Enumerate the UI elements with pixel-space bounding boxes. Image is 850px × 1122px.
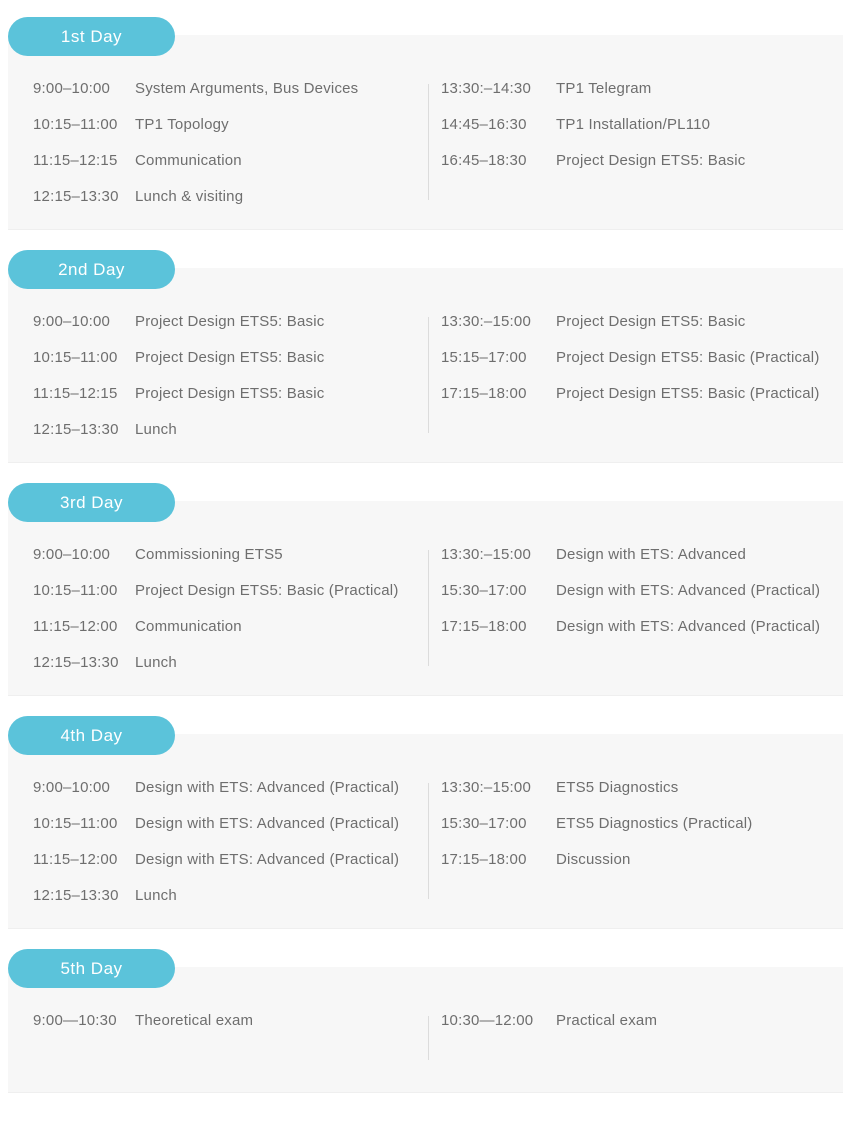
session-time: 13:30:–15:00 bbox=[441, 545, 531, 563]
day-badge-label: 2nd Day bbox=[58, 259, 125, 279]
afternoon-column bbox=[428, 769, 843, 913]
afternoon-column bbox=[428, 70, 843, 214]
afternoon-column bbox=[428, 303, 843, 447]
day-badge bbox=[8, 949, 175, 988]
session-time: 12:15–13:30 bbox=[33, 886, 119, 904]
session-time: 16:45–18:30 bbox=[441, 151, 527, 169]
day-badge-label: 1st Day bbox=[60, 26, 123, 46]
session-activity: Lunch bbox=[135, 420, 177, 438]
session-row bbox=[441, 572, 843, 608]
session-time: 15:30–17:00 bbox=[441, 814, 527, 832]
session-activity: Project Design ETS5: Basic (Practical) bbox=[556, 384, 820, 402]
session-time: 11:15–12:00 bbox=[33, 850, 118, 868]
session-time: 17:15–18:00 bbox=[441, 617, 527, 635]
session-time: 10:15–11:00 bbox=[33, 115, 118, 133]
session-activity: Practical exam bbox=[556, 1011, 658, 1029]
session-row bbox=[441, 106, 843, 142]
day-badge-label: 3rd Day bbox=[59, 492, 124, 512]
day-schedule-panel bbox=[8, 501, 843, 696]
session-activity: TP1 Installation/PL110 bbox=[556, 115, 711, 133]
session-time: 13:30:–14:30 bbox=[441, 79, 531, 97]
session-row bbox=[441, 339, 843, 375]
session-row bbox=[33, 142, 428, 178]
session-activity: Lunch bbox=[135, 886, 177, 904]
session-activity: Project Design ETS5: Basic bbox=[556, 312, 746, 330]
session-row bbox=[441, 841, 843, 877]
session-time: 9:00–10:00 bbox=[33, 778, 111, 796]
day-badge bbox=[8, 250, 175, 289]
day-badge-label: 5th Day bbox=[60, 958, 123, 978]
session-activity: Communication bbox=[135, 151, 242, 169]
session-activity: Theoretical exam bbox=[135, 1011, 254, 1029]
day-section bbox=[0, 949, 850, 1093]
session-row bbox=[33, 106, 428, 142]
session-activity: Project Design ETS5: Basic bbox=[135, 384, 325, 402]
session-row bbox=[33, 608, 428, 644]
morning-column bbox=[8, 303, 428, 447]
morning-column bbox=[8, 1002, 428, 1074]
session-row bbox=[441, 608, 843, 644]
session-time: 17:15–18:00 bbox=[441, 850, 527, 868]
session-row bbox=[33, 877, 428, 913]
day-schedule-panel bbox=[8, 734, 843, 929]
session-activity: Design with ETS: Advanced (Practical) bbox=[556, 617, 821, 635]
day-section bbox=[0, 483, 850, 696]
session-time: 14:45–16:30 bbox=[441, 115, 527, 133]
session-activity: System Arguments, Bus Devices bbox=[135, 79, 359, 97]
session-time: 13:30:–15:00 bbox=[441, 312, 531, 330]
session-activity: Design with ETS: Advanced (Practical) bbox=[135, 778, 400, 796]
day-section bbox=[0, 250, 850, 463]
session-row bbox=[441, 805, 843, 841]
session-time: 10:15–11:00 bbox=[33, 814, 118, 832]
training-schedule bbox=[0, 17, 850, 1093]
session-time: 10:15–11:00 bbox=[33, 348, 118, 366]
session-time: 13:30:–15:00 bbox=[441, 778, 531, 796]
session-row bbox=[441, 769, 843, 805]
morning-column bbox=[8, 70, 428, 214]
session-row bbox=[441, 375, 843, 411]
session-time: 17:15–18:00 bbox=[441, 384, 527, 402]
session-activity: Commissioning ETS5 bbox=[135, 545, 283, 563]
session-time: 9:00–10:00 bbox=[33, 545, 111, 563]
session-activity: Design with ETS: Advanced (Practical) bbox=[556, 581, 821, 599]
session-row bbox=[441, 536, 843, 572]
day-badge-label: 4th Day bbox=[60, 725, 123, 745]
day-badge bbox=[8, 483, 175, 522]
session-activity: TP1 Telegram bbox=[556, 79, 652, 97]
session-row bbox=[33, 375, 428, 411]
session-activity: Project Design ETS5: Basic (Practical) bbox=[556, 348, 820, 366]
session-time: 15:15–17:00 bbox=[441, 348, 527, 366]
session-row bbox=[33, 536, 428, 572]
session-row bbox=[33, 178, 428, 214]
session-row bbox=[33, 70, 428, 106]
session-activity: Project Design ETS5: Basic bbox=[556, 151, 746, 169]
session-activity: Design with ETS: Advanced (Practical) bbox=[135, 850, 400, 868]
session-row bbox=[441, 142, 843, 178]
day-badge bbox=[8, 17, 175, 56]
session-row bbox=[33, 339, 428, 375]
session-activity: TP1 Topology bbox=[135, 115, 229, 133]
session-time: 10:15–11:00 bbox=[33, 581, 118, 599]
session-row bbox=[33, 411, 428, 447]
session-activity: Communication bbox=[135, 617, 242, 635]
session-activity: Lunch & visiting bbox=[135, 187, 244, 205]
session-activity: Project Design ETS5: Basic bbox=[135, 312, 325, 330]
session-row bbox=[33, 1002, 428, 1038]
session-row bbox=[441, 303, 843, 339]
session-time: 12:15–13:30 bbox=[33, 653, 119, 671]
session-activity: ETS5 Diagnostics (Practical) bbox=[556, 814, 753, 832]
session-time: 12:15–13:30 bbox=[33, 420, 119, 438]
day-schedule-panel bbox=[8, 35, 843, 230]
session-activity: Project Design ETS5: Basic bbox=[135, 348, 325, 366]
session-time: 11:15–12:15 bbox=[33, 384, 118, 402]
session-activity: Design with ETS: Advanced bbox=[556, 545, 747, 563]
session-activity: Discussion bbox=[556, 850, 631, 868]
session-row bbox=[33, 805, 428, 841]
session-row bbox=[33, 303, 428, 339]
session-row bbox=[33, 572, 428, 608]
session-activity: ETS5 Diagnostics bbox=[556, 778, 679, 796]
session-time: 11:15–12:15 bbox=[33, 151, 118, 169]
afternoon-column bbox=[428, 536, 843, 680]
session-activity: Design with ETS: Advanced (Practical) bbox=[135, 814, 400, 832]
session-time: 11:15–12:00 bbox=[33, 617, 118, 635]
session-row bbox=[33, 644, 428, 680]
session-time: 10:30—12:00 bbox=[441, 1011, 534, 1029]
session-row bbox=[441, 70, 843, 106]
session-time: 15:30–17:00 bbox=[441, 581, 527, 599]
session-row bbox=[33, 841, 428, 877]
day-schedule-panel bbox=[8, 268, 843, 463]
session-time: 9:00–10:00 bbox=[33, 312, 111, 330]
session-time: 9:00—10:30 bbox=[33, 1011, 117, 1029]
session-time: 12:15–13:30 bbox=[33, 187, 119, 205]
session-row bbox=[33, 769, 428, 805]
session-activity: Lunch bbox=[135, 653, 177, 671]
day-badge bbox=[8, 716, 175, 755]
session-row bbox=[441, 1002, 843, 1038]
afternoon-column bbox=[428, 1002, 843, 1074]
day-section bbox=[0, 17, 850, 230]
session-activity: Project Design ETS5: Basic (Practical) bbox=[135, 581, 399, 599]
session-time: 9:00–10:00 bbox=[33, 79, 111, 97]
morning-column bbox=[8, 769, 428, 913]
morning-column bbox=[8, 536, 428, 680]
day-section bbox=[0, 716, 850, 929]
